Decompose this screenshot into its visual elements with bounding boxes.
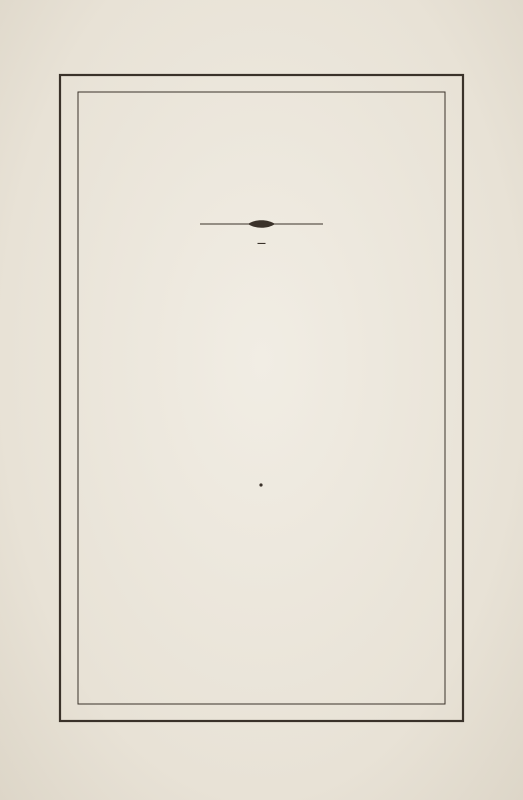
air-line: — — [257, 239, 266, 249]
stanza-divider — [259, 483, 262, 486]
title-divider — [200, 220, 323, 228]
